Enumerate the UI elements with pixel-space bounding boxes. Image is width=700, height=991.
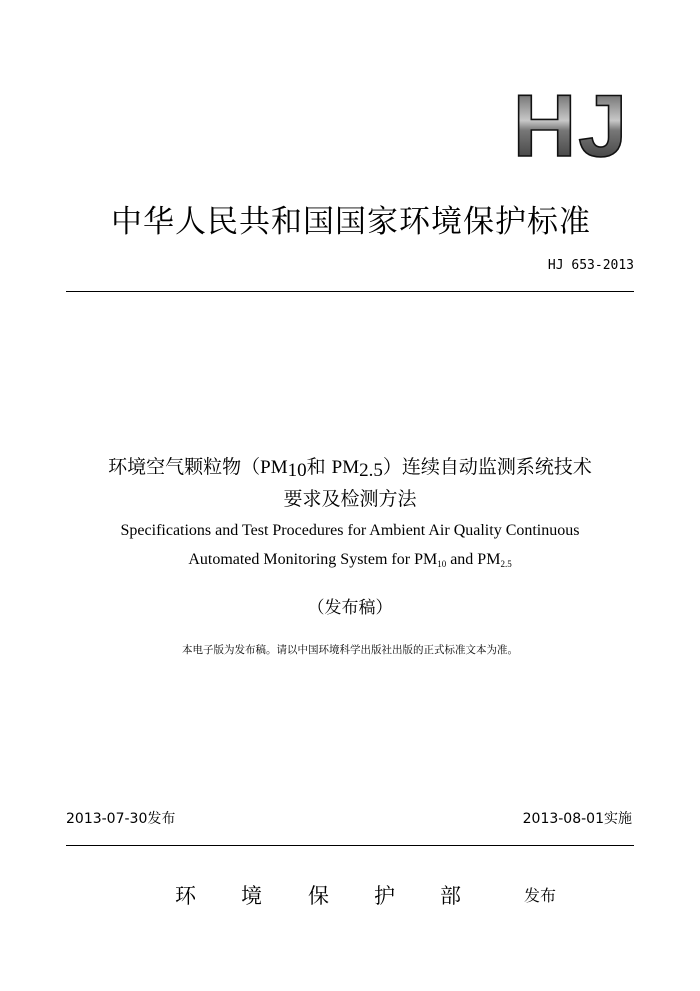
effective-date: 2013-08-01实施 bbox=[522, 811, 632, 827]
issuer-char: 保 bbox=[308, 884, 329, 908]
title-cn-line2: 要求及检测方法 bbox=[283, 488, 417, 510]
bottom-divider bbox=[66, 845, 634, 846]
title-en-line2 bbox=[30, 551, 670, 569]
title-en-sub10: 10 bbox=[437, 559, 447, 569]
title-en-sub25: 2.5 bbox=[500, 559, 512, 569]
draft-label: （发布稿） bbox=[307, 598, 393, 618]
title-cn-prefix: 环境空气颗粒物（ bbox=[108, 456, 261, 478]
standard-number: HJ 653-2013 bbox=[547, 258, 634, 273]
title-en-prefix: Automated Monitoring System for PM bbox=[188, 551, 438, 568]
title-cn-pm: PM bbox=[260, 457, 288, 478]
hj-logo bbox=[508, 88, 634, 164]
title-cn-sub10: 10 bbox=[287, 460, 307, 481]
title-en-and: and PM bbox=[446, 551, 501, 568]
title-cn-suffix: ）连续自动监测系统技术 bbox=[382, 456, 592, 478]
issuer-char: 境 bbox=[241, 884, 262, 908]
title-cn-sub25: 2.5 bbox=[359, 460, 383, 481]
issuer-char: 环 bbox=[175, 884, 196, 908]
title-cn-pm2: PM bbox=[331, 457, 360, 478]
title-en-line1: Specifications and Test Procedures for Ambient Air Quality Continuous bbox=[120, 522, 580, 539]
issuer-char: 护 bbox=[374, 884, 395, 908]
title-cn-and: 和 bbox=[306, 456, 332, 478]
issue-date: 2013-07-30发布 bbox=[66, 811, 176, 827]
issuer-char: 部 bbox=[440, 884, 461, 908]
issuer-suffix: 发布 bbox=[524, 886, 557, 905]
title-cn-line1 bbox=[40, 452, 660, 479]
notice-text: 本电子版为发布稿。请以中国环境科学出版社出版的正式标准文本为准。 bbox=[182, 644, 518, 656]
top-divider bbox=[66, 291, 634, 292]
svg-text:HJ: HJ bbox=[512, 88, 630, 164]
agency-title: 中华人民共和国国家环境保护标准 bbox=[111, 204, 591, 240]
